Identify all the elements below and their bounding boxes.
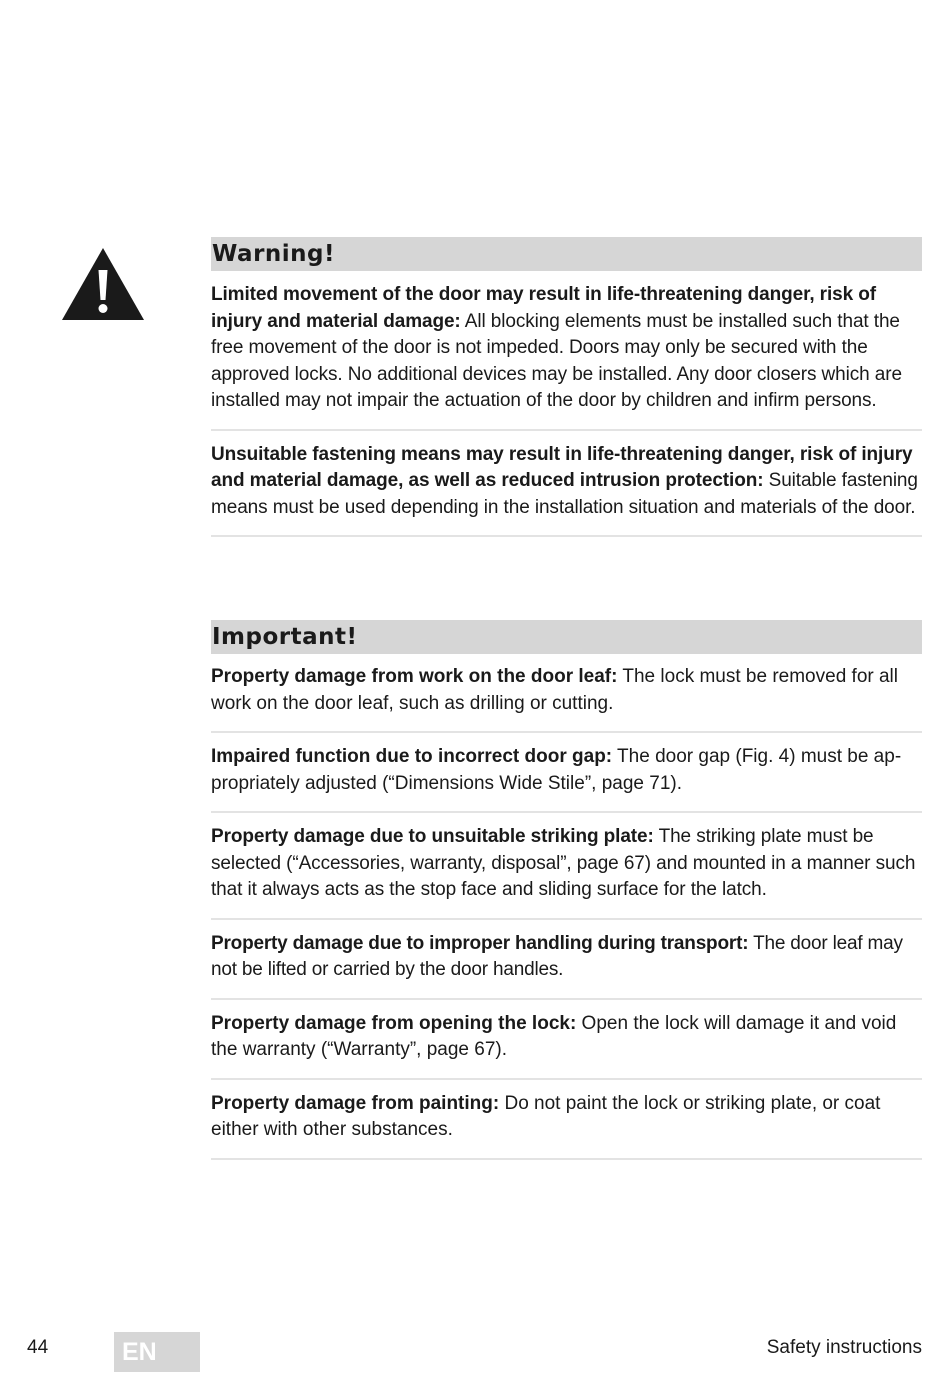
important-item: [211, 1000, 922, 1080]
language-tab: EN: [114, 1332, 200, 1372]
warning-item-text: All blocking elements must be installed such that the free movement of the door is not impeded. Doors may only be secured with the approved locks. No additional devices may be installed. Any door closers which are installed may not impair the actuation of the door by children and infirm persons.: [211, 310, 902, 411]
important-item: [211, 733, 922, 813]
important-item-text: Open the lock will damage it and void the warranty (“Warranty”, page 67).: [211, 1012, 897, 1060]
important-item: [211, 654, 922, 733]
important-item: [211, 813, 922, 920]
important-item-text: The door leaf may not be lifted or carried by the door handles.: [211, 932, 903, 980]
important-item: [211, 1080, 922, 1160]
important-item-title: Property damage due to improper handling during transport:: [211, 932, 749, 954]
footer-section-title: Safety instructions: [766, 1337, 922, 1358]
important-item-text: The lock must be removed for all work on the door leaf, such as drilling or cutting.: [211, 666, 898, 714]
important-item-text: The door gap (Fig. 4) must be appropriately adjusted (“Dimensions Wide Stile”, page 71).: [211, 746, 902, 794]
page-number: 44: [27, 1337, 49, 1358]
important-item-title: Property damage due to unsuitable striking plate:: [211, 826, 654, 847]
warning-item-title: Unsuitable fastening means may result in life-threatening danger, risk of injury and material damage, as well as reduced intrusion protection:: [211, 443, 913, 491]
warning-item-text: Suitable fastening means must be used depending in the installation situation and materials of the door.: [211, 470, 918, 518]
warning-heading: Warning!: [211, 237, 922, 271]
important-item-text: Do not paint the lock or striking plate, or coat either with other substances.: [211, 1092, 881, 1140]
important-heading: Important!: [211, 620, 922, 654]
important-section: [211, 620, 922, 1160]
warning-item: [211, 271, 922, 431]
important-item-title: Property damage from painting:: [211, 1092, 500, 1114]
important-item-title: Property damage from opening the lock:: [211, 1012, 577, 1034]
warning-section: [211, 237, 922, 537]
important-item: [211, 920, 922, 1000]
warning-item-title: Limited movement of the door may result in life-threatening danger, risk of injury and material damage:: [211, 284, 876, 332]
important-item-text: The striking plate must be selected (“Accessories, warranty, disposal”, page 67) and mounted in a manner such that it always acts as the stop face and sliding surface for the latch.: [211, 826, 916, 900]
warning-triangle-icon: [60, 246, 146, 322]
important-item-title: Property damage from work on the door leaf:: [211, 666, 618, 687]
important-item-title: Impaired function due to incorrect door gap:: [211, 746, 613, 767]
warning-item: [211, 431, 922, 538]
